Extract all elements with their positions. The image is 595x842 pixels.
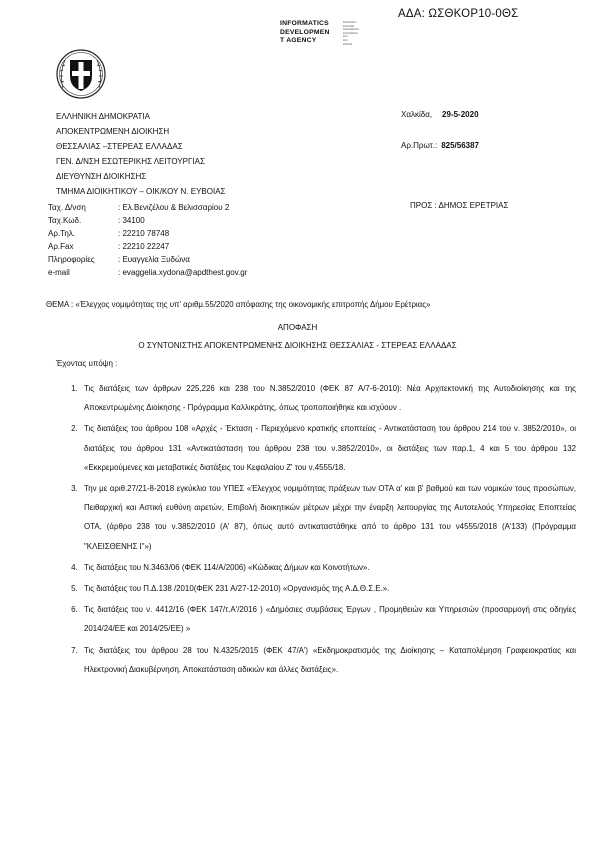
list-item: 1. Τις διατάξεις των άρθρων 225,226 και 238 του Ν.3852/2010 (ΦΕΚ 87 Α/7-6-2010): Νέα Αρχιτεκτονική της Αυτοδιοίκησης και της Αποκεντρωμένης Διοίκησης - Πρόγραμμα Καλλικράτης, όπως τροποποιήθηκε και ισχύουν . <box>80 379 576 417</box>
coat-of-arms-icon <box>55 48 107 100</box>
place-date: Χαλκίδα, 29-5-2020 <box>401 110 479 119</box>
list-item: 4. Τις διατάξεις του Ν.3463/06 (ΦΕΚ 114/Α/2006) «Κώδικας Δήμων και Κοινοτήτων». <box>80 558 576 577</box>
considerations-intro: Έχοντας υπόψη : <box>56 359 118 368</box>
ada-code: ΑΔΑ: ΩΣΘΚΟΡ10-0ΘΣ <box>398 8 519 20</box>
recipient: ΠΡΟΣ : ΔΗΜΟΣ ΕΡΕΤΡΙΑΣ <box>410 201 509 210</box>
logo-fine-print: ▪▪▪▪▪▪▪▪▪▪▪▪ ▪▪▪▪▪▪▪▪▪▪ ▪▪▪▪▪▪▪▪▪▪▪▪▪▪ ▪▪▪▪▪▪▪▪▪▪▪▪▪ ▪▪▪▪ ▪▪▪▪ ▪▪▪▪▪▪▪▪ <box>343 20 359 46</box>
list-item: 3. Την με αριθ.27/21-8-2018 εγκύκλιο του ΥΠΕΣ «Έλεγχος νομιμότητας πράξεων των ΟΤΑ α' και β' βαθμού και των νομικών τους προσώπων, Πειθαρχική και Αστική ευθύνη αιρετών, Επιβολή διοικητικών μέτρων μέχρι την έναρξη λειτουργίας της Αυτοτελούς Υπηρεσίας Εποπτείας ΟΤΑ, (άρθρο 238 του ν.3852/2010 (Α' 87), όπως αυτό αντικαταστάθηκε από το άρθρο 131 του ν4555/2018 (Α'133) (Πρόγραμμα "ΚΛΕΙΣΘΕΝΗΣ Ι"») <box>80 479 576 556</box>
protocol-number: Αρ.Πρωτ.: 825/56387 <box>401 141 480 150</box>
subject-line: ΘΕΜΑ : «Έλεγχος νομιμότητας της υπ' αριθμ.55/2020 απόφασης της οικονομικής επιτροπής Δήμου Ερέτριας» <box>46 300 431 309</box>
list-item: 7. Τις διατάξεις του άρθρου 28 του Ν.4325/2015 (ΦΕΚ 47/Α') «Εκδημοκρατισμός της Διοίκησης – Καταπολέμηση Γραφειοκρατίας και Ηλεκτρονική Διακυβέρνηση. Αποκατάσταση αδικιών και άλλες διατάξεις». <box>80 641 576 679</box>
contact-row: Ταχ.Κωδ. : 34100 <box>48 216 145 225</box>
contact-row: Ταχ. Δ/νση : Ελ.Βενιζέλου & Βελισσαρίου 2 <box>48 203 230 212</box>
contact-row: e-mail : evaggelia.xydona@apdthest.gov.gr <box>48 268 248 277</box>
list-item: 5. Τις διατάξεις του Π.Δ.138 /2010(ΦΕΚ 231 Α/27-12-2010) «Οργανισμός της Α.Δ.Θ.Σ.Ε.». <box>80 579 576 598</box>
issuing-authority: ΕΛΛΗΝΙΚΗ ΔΗΜΟΚΡΑΤΙΑ ΑΠΟΚΕΝΤΡΩΜΕΝΗ ΔΙΟΙΚΗΣΗ ΘΕΣΣΑΛΙΑΣ –ΣΤΕΡΕΑΣ ΕΛΛΑΔΑΣ ΓΕΝ. Δ/ΝΣΗ ΕΣΩΤΕΡΙΚΗΣ ΛΕΙΤΟΥΡΓΙΑΣ ΔΙΕΥΘΥΝΣΗ ΔΙΟΙΚΗΣΗΣ ΤΜΗΜΑ ΔΙΟΙΚΗΤΙΚΟΥ – ΟΙΚ/ΚΟΥ Ν. ΕΥΒΟΙΑΣ <box>56 112 226 196</box>
list-item: 2. Τις διατάξεις του άρθρου 108 «Αρχές - Έκταση - Περιεχόμενο κρατικής εποπτείας - Αντικατάσταση του άρθρου 214 του ν. 3852/2010», οι διατάξεις του άρθρου 131 «Αντικατάσταση του άρθρου 238 του ν.3852/2010», οι διατάξεις των παρ.1, 4 και 5 του άρθρου 132 «Εκκρεμούμενες και μεταβατικές διατάξεις του Κεφαλαίου Ζ' του ν.4555/18. <box>80 419 576 477</box>
contact-details <box>48 201 247 279</box>
coordinator-heading: Ο ΣΥΝΤΟΝΙΣΤΗΣ ΑΠΟΚΕΝΤΡΩΜΕΝΗΣ ΔΙΟΙΚΗΣΗΣ ΘΕΣΣΑΛΙΑΣ - ΣΤΕΡΕΑΣ ΕΛΛΑΔΑΣ <box>138 341 457 350</box>
decision-heading: ΑΠΟΦΑΣΗ <box>277 323 318 332</box>
considerations-list <box>56 379 576 681</box>
ida-logo: INFORMATICS DEVELOPMEN T AGENCY <box>280 20 330 44</box>
list-item: 6. Τις διατάξεις του ν. 4412/16 (ΦΕΚ 147/τ.Α'/2016 ) «Δημόσιες συμβάσεις Έργων , Προμηθειών και Υπηρεσιών (προσαρμογή στις οδηγίες 2014/24/ΕΕ και 2014/25/ΕΕ) » <box>80 600 576 638</box>
contact-row: Αρ.Fax : 22210 22247 <box>48 242 170 251</box>
contact-row: Αρ.Τηλ. : 22210 78748 <box>48 229 170 238</box>
contact-row: Πληροφορίες : Ευαγγελία Ξυδώνα <box>48 255 190 264</box>
